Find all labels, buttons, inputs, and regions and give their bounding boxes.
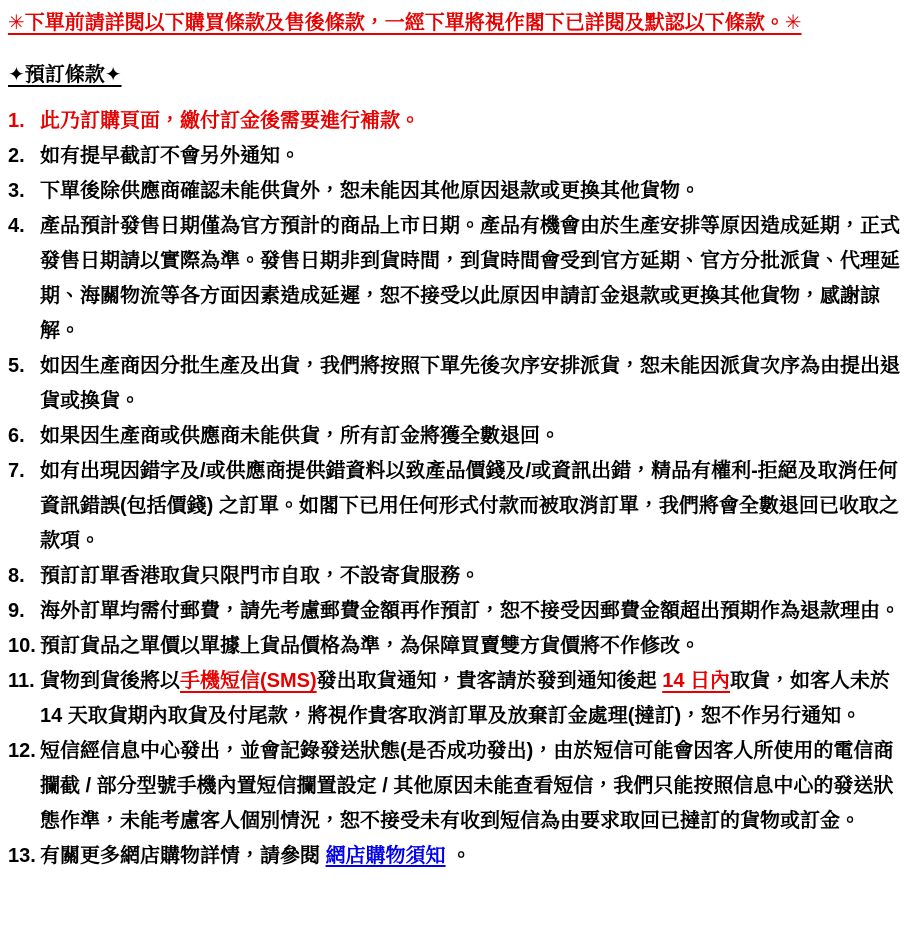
term-number: 7. [8, 460, 25, 482]
term-number: 12. [8, 740, 36, 762]
term-text [40, 559, 905, 594]
term-segment: 短信經信息中心發出，並會記錄發送狀態(是否成功發出)，由於短信可能會因客人所使用的電信商攔截 / 部分型號手機內置短信攔置設定 / 其他原因未能查看短信，我們只能按照信息中心的發送狀態作準，未能考慮客人個別情況，恕不接受未有收到短信為由要求取回已撻訂的貨物或訂金。 [40, 740, 894, 832]
preorder-terms-heading: ✦預訂條款✦ [8, 64, 122, 86]
purchase-notice-title: ✳下單前請詳閱以下購買條款及售後條款，一經下單將視作閣下已詳閱及默認以下條款。✳ [8, 12, 802, 34]
term-text [40, 664, 905, 734]
term-segment: 如因生產商因分批生產及出貨，我們將按照下單先後次序安排派貨，恕未能因派貨次序為由提出退貨或換貨。 [40, 355, 900, 412]
term-segment: 貨物到貨後將以 [40, 670, 180, 692]
term-segment: 此乃訂購頁面，繳付訂金後需要進行補款。 [40, 110, 420, 132]
term-segment: 預訂貨品之單價以單據上貨品價格為準，為保障買賣雙方貨價將不作修改。 [40, 635, 700, 657]
term-segment: 如有提早截訂不會另外通知。 [40, 145, 300, 167]
term-text [40, 839, 905, 874]
term-segment: 。 [445, 845, 472, 867]
term-item-3 [8, 174, 905, 209]
term-item-1 [8, 104, 905, 139]
term-text [40, 454, 905, 559]
term-number: 3. [8, 180, 25, 202]
term-segment: 預訂訂單香港取貨只限門市自取，不設寄貨服務。 [40, 565, 480, 587]
term-item-5 [8, 349, 905, 419]
term-item-6 [8, 419, 905, 454]
term-item-11 [8, 664, 905, 734]
term-item-9 [8, 594, 905, 629]
term-segment: 14 日內 [662, 670, 731, 692]
term-number: 6. [8, 425, 25, 447]
store-shopping-notice-link[interactable]: 網店購物須知 [325, 845, 446, 867]
term-number: 8. [8, 565, 25, 587]
term-text [40, 349, 905, 419]
term-number: 1. [8, 110, 25, 132]
term-number: 2. [8, 145, 25, 167]
term-number: 9. [8, 600, 25, 622]
term-segment: 取貨，如客人未於 14 天取貨期內取貨及付尾款，將視作貴客取消訂單及放棄訂金處理(撻訂)，恕不作另行通知。 [40, 670, 891, 727]
term-segment: 發出取貨通知，貴客請於發到通知後起 [316, 670, 663, 692]
term-item-7 [8, 454, 905, 559]
term-text [40, 629, 905, 664]
term-segment: 下單後除供應商確認未能供貨外，恕未能因其他原因退款或更換其他貨物。 [40, 180, 700, 202]
term-number: 10. [8, 635, 36, 657]
term-text [40, 734, 905, 839]
term-item-12 [8, 734, 905, 839]
term-number: 11. [8, 670, 35, 692]
term-text [40, 594, 905, 629]
term-item-8 [8, 559, 905, 594]
term-segment: 如有出現因錯字及/或供應商提供錯資料以致產品價錢及/或資訊出錯，精品有權利-拒絕及取消任何資訊錯誤(包括價錢) 之訂單。如閣下已用任何形式付款而被取消訂單，我們將會全數退回已收取之款項。 [40, 460, 899, 552]
term-text [40, 174, 905, 209]
term-item-13 [8, 839, 905, 874]
term-segment: 海外訂單均需付郵費，請先考慮郵費金額再作預訂，恕不接受因郵費金額超出預期作為退款理由。 [40, 600, 900, 622]
term-text [40, 419, 905, 454]
term-segment: 有關更多網店購物詳情，請參閱 [40, 845, 326, 867]
term-text [40, 139, 905, 174]
term-segment: 如果因生產商或供應商未能供貨，所有訂金將獲全數退回。 [40, 425, 560, 447]
term-segment: 手機短信(SMS) [180, 670, 317, 692]
term-item-2 [8, 139, 905, 174]
term-number: 4. [8, 215, 25, 237]
term-number: 13. [8, 845, 36, 867]
terms-list [8, 104, 905, 874]
term-item-10 [8, 629, 905, 664]
term-text [40, 209, 905, 349]
term-item-4 [8, 209, 905, 349]
term-segment: 產品預計發售日期僅為官方預計的商品上市日期。產品有機會由於生產安排等原因造成延期，正式發售日期請以實際為準。發售日期非到貨時間，到貨時間會受到官方延期、官方分批派貨、代理延期、海關物流等各方面因素造成延遲，恕不接受以此原因申請訂金退款或更換其他貨物，感謝諒解。 [40, 215, 900, 342]
term-text [40, 104, 905, 139]
term-number: 5. [8, 355, 25, 377]
